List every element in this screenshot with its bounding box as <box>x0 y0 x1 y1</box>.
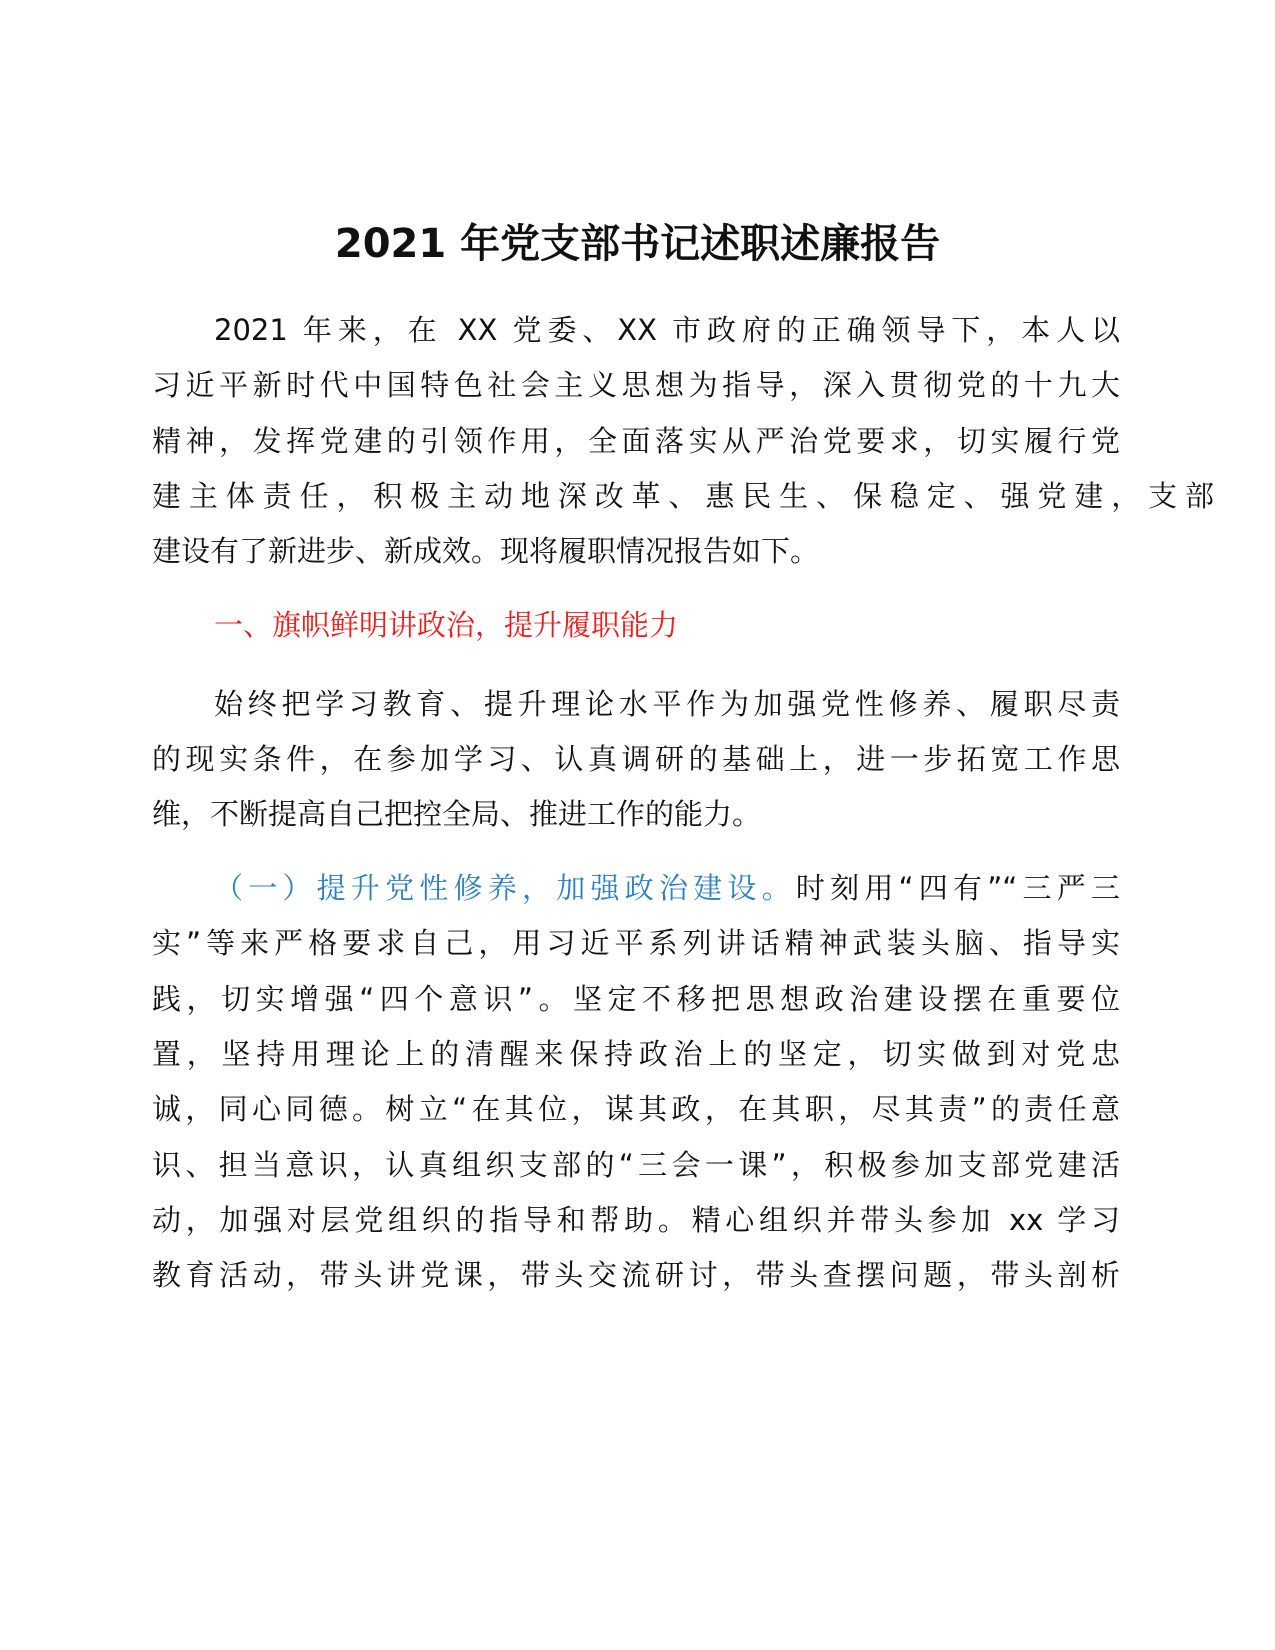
paragraph-line: 诚，同心同德。树立“在其位，谋其政，在其职，尽其责”的责任意 <box>152 1092 1120 1126</box>
paragraph-line: 践，切实增强“四个意识”。坚定不移把思想政治建设摆在重要位 <box>152 982 1120 1016</box>
paragraph-text: 时刻用“四有”“三严三 <box>795 871 1120 905</box>
paragraph-line: 始终把学习教育、提升理论水平作为加强党性修养、履职尽责 <box>214 687 1120 721</box>
paragraph-line: 实”等来严格要求自己，用习近平系列讲话精神武装头脑、指导实 <box>152 926 1120 960</box>
paragraph-line: 维，不断提高自己把控全局、推进工作的能力。 <box>152 797 762 831</box>
paragraph-line: 识、担当意识，认真组织支部的“三会一课”，积极参加支部党建活 <box>152 1148 1120 1182</box>
subsection-heading: （一）提升党性修养，加强政治建设。 <box>214 871 796 905</box>
paragraph-line: 动，加强对层党组织的指导和帮助。精心组织并带头参加 xx 学习 <box>152 1203 1120 1237</box>
paragraph-line: 置，坚持用理论上的清醒来保持政治上的坚定，切实做到对党忠 <box>152 1037 1120 1071</box>
document-title: 2021 年党支部书记述职述廉报告 <box>334 221 941 267</box>
paragraph-line: 建主体责任，积极主动地深改革、惠民生、保稳定、强党建，支部 <box>152 479 1214 513</box>
paragraph-line: 2021 年来，在 XX 党委、XX 市政府的正确领导下，本人以 <box>214 313 1120 347</box>
paragraph-line: 教育活动，带头讲党课，带头交流研讨，带头查摆问题，带头剖析 <box>152 1258 1120 1292</box>
paragraph-line: 的现实条件，在参加学习、认真调研的基础上，进一步拓宽工作思 <box>152 742 1120 776</box>
paragraph-first-line <box>214 868 1120 908</box>
paragraph-line: 习近平新时代中国特色社会主义思想为指导，深入贯彻党的十九大 <box>152 368 1120 402</box>
section-heading: 一、旗帜鲜明讲政治，提升履职能力 <box>214 608 679 642</box>
paragraph-line: 建设有了新进步、新成效。现将履职情况报告如下。 <box>152 534 820 568</box>
paragraph-line: 精神，发挥党建的引领作用，全面落实从严治党要求，切实履行党 <box>152 424 1120 458</box>
